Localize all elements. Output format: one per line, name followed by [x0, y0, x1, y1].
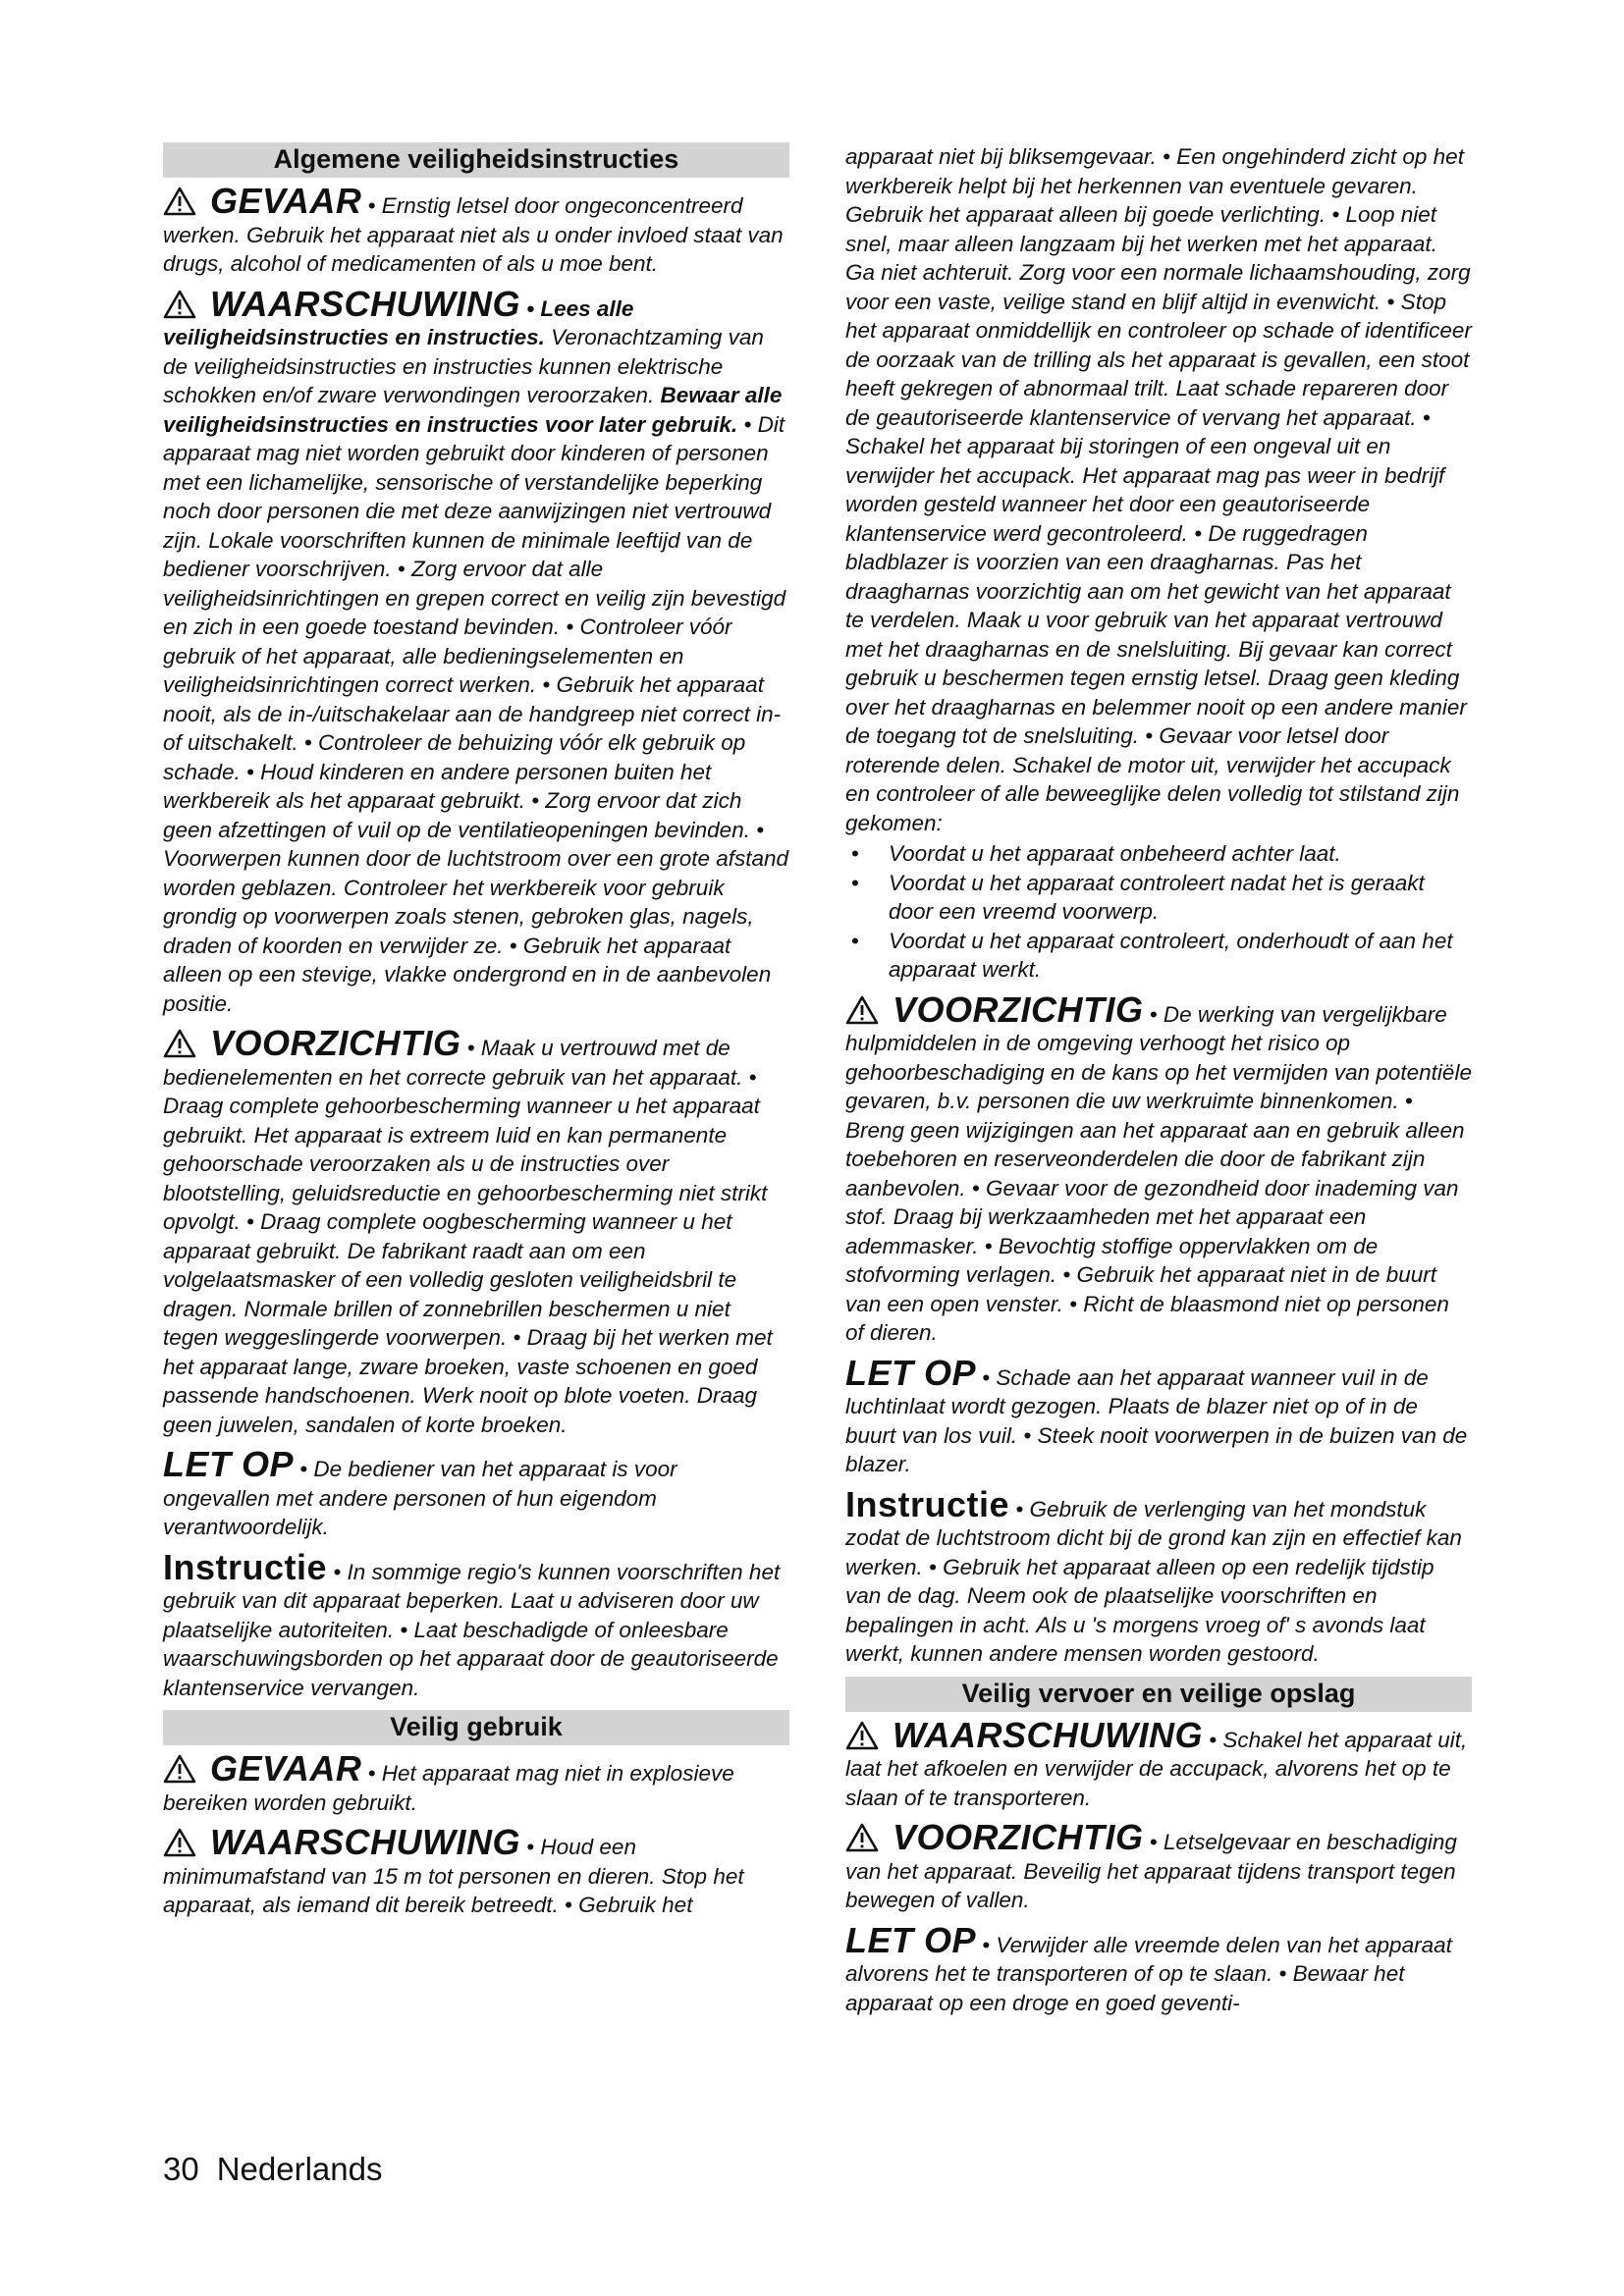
signal-word: VOORZICHTIG	[893, 1817, 1144, 1857]
bullet-list	[845, 839, 1472, 985]
let-op-block	[163, 1444, 789, 1542]
section-heading-transport-storage: Veilig vervoer en veilige opslag	[845, 1677, 1472, 1712]
paragraph-text: Veronachtzaming van de veiligheidsinstructies en instructies kunnen elektrische schokken en/of zware verwondingen veroorzaken.	[163, 325, 764, 407]
paragraph-text: • Ernstig letsel door ongeconcentreerd werken. Gebruik het apparaat niet als u onder invloed staat van drugs, alcohol of medicamenten of als u moe bent.	[163, 193, 784, 276]
right-column	[845, 142, 1472, 2025]
signal-word: VOORZICHTIG	[210, 1023, 461, 1063]
signal-word: WAARSCHUWING	[210, 1822, 520, 1862]
paragraph-text: • Het apparaat mag niet in explosieve bereiken worden gebruikt.	[163, 1761, 734, 1815]
gevaar-block	[163, 1748, 789, 1817]
warning-triangle-icon	[845, 1721, 879, 1750]
warning-triangle-icon	[845, 995, 879, 1025]
signal-word: GEVAAR	[210, 181, 362, 221]
signal-word: LET OP	[845, 1919, 977, 1960]
warning-triangle-icon	[163, 187, 196, 216]
page-footer	[163, 2150, 383, 2189]
list-item: • Voordat u het apparaat onbeheerd achter laat.	[845, 839, 1472, 869]
voorzichtig-block	[845, 988, 1472, 1348]
paragraph-text: • Schade aan het apparaat wanneer vuil in de luchtinlaat wordt gezogen. Plaats de blazer niet op of in de buurt van los vuil. • Steek nooit voorwerpen in de buizen van de blazer.	[845, 1364, 1468, 1476]
waarschuwing-block	[845, 1714, 1472, 1813]
paragraph-text: • De bediener van het apparaat is voor ongevallen met andere personen of hun eigendom verantwoordelijk.	[163, 1457, 677, 1539]
section-heading-safe-use: Veilig gebruik	[163, 1710, 789, 1745]
page-language: Nederlands	[216, 2151, 383, 2187]
warning-triangle-icon	[163, 290, 196, 319]
paragraph-text: • Dit apparaat mag niet worden gebruikt door kinderen of personen met een lichamelijke, sensorische of verstandelijke beperking noch door personen die met deze aanwijzingen niet vertrouwd zijn. Lokale voorschriften kunnen de minimale leeftijd van de bediener voorschrijven. • Zorg ervoor dat alle veiligheidsinrichtingen en grepen correct en veilig zijn bevestigd en zich in een goede toestand bevinden. • Controleer vóór gebruik of het apparaat, alle bedieningselementen en veiligheidsinrichtingen correct werken. • Gebruik het apparaat nooit, als de in-/uitschakelaar aan de handgreep niet correct in- of uitschakelt. • Controleer de behuizing vóór elk gebruik op schade. • Houd kinderen en andere personen buiten het werkbereik als het apparaat gebruikt. • Zorg ervoor dat zich geen afzettingen of vuil op de ventilatieopeningen bevinden. • Voorwerpen kunnen door de luchtstroom over een grote afstand worden geblazen. Controleer het werkbereik voor gebruik grondig op voorwerpen zoals stenen, gebroken glas, nagels, draden of koorden en verwijder ze. • Gebruik het apparaat alleen op een stevige, vlakke ondergrond en in de aanbevolen positie.	[163, 411, 789, 1016]
signal-word: LET OP	[845, 1352, 977, 1393]
list-item: • Voordat u het apparaat controleert nadat het is geraakt door een vreemd voorwerp.	[845, 869, 1472, 927]
gevaar-block	[163, 181, 789, 279]
list-item: • Voordat u het apparaat controleert, onderhoudt of aan het apparaat werkt.	[845, 927, 1472, 985]
warning-triangle-icon	[845, 1823, 879, 1852]
signal-word: GEVAAR	[210, 1748, 362, 1789]
paragraph-text: • De werking van vergelijkbare hulpmiddelen in de omgeving verhoogt het risico op gehoorbeschadiging en de kans op het vermijden van potentiële gevaren, b.v. personen die uw werkruimte binnenkomen. • Breng geen wijzigingen aan het apparaat aan en gebruik alleen toebehoren en reserveonderdelen die door de fabrikant zijn aanbevolen. • Gevaar voor de gezondheid door inademing van stof. Draag bij werkzaamheden met het apparaat een ademmasker. • Bevochtig stoffige oppervlakken om de stofvorming verlagen. • Gebruik het apparaat niet in de buurt van een open venster. • Richt de blaasmond niet op personen of dieren.	[845, 1001, 1472, 1345]
voorzichtig-block	[845, 1817, 1472, 1915]
paragraph-text: • Houd een minimumafstand van 15 m tot personen en dieren. Stop het apparaat, als iemand dit bereik betreedt. • Gebruik het	[163, 1835, 744, 1917]
signal-word: WAARSCHUWING	[210, 283, 520, 324]
signal-word: VOORZICHTIG	[893, 988, 1144, 1030]
page-number: 30	[163, 2151, 199, 2187]
let-op-block	[845, 1352, 1472, 1479]
let-op-block	[845, 1919, 1472, 2018]
warning-triangle-icon	[163, 1029, 196, 1058]
signal-word: WAARSCHUWING	[893, 1714, 1203, 1755]
section-heading-general-safety: Algemene veiligheidsinstructies	[163, 142, 789, 178]
paragraph-text: • Gebruik de verlenging van het mondstuk zodat de luchtstroom dicht bij de grond kan zijn en effectief kan werken. • Gebruik het apparaat alleen op een redelijk tijdstip van de dag. Neem ook de plaatselijke voorschriften en bepalingen in acht. Als u 's morgens vroeg of' s avonds laat werkt, kunnen andere mensen worden gestoord.	[845, 1496, 1462, 1666]
paragraph-text: • Letselgevaar en beschadiging van het apparaat. Beveilig het apparaat tijdens transport tegen bewegen of vallen.	[845, 1830, 1457, 1912]
continued-paragraph: apparaat niet bij bliksemgevaar. • Een ongehinderd zicht op het werkbereik helpt bij het herkennen van eventuele gevaren. Gebruik het apparaat alleen bij goede verlichting. • Loop niet snel, maar alleen langzaam bij het werken met het apparaat. Ga niet achteruit. Zorg voor een normale lichaamshouding, zorg voor een vaste, veilige stand en blijf altijd in evenwicht. • Stop het apparaat onmiddellijk en controleer op schade of identificeer de oorzaak van de trilling als het apparaat is gevallen, een stoot heeft gekregen of abnormaal trilt. Laat schade repareren door de geautoriseerde klantenservice of vervang het apparaat. • Schakel het apparaat bij storingen of een ongeval uit en verwijder het accupack. Het apparaat mag pas weer in bedrijf worden gesteld wanneer het door een geautoriseerde klantenservice werd gecontroleerd. • De ruggedragen bladblazer is voorzien van een draagharnas. Pas het draagharnas voorzichtig aan om het gewicht van het apparaat te verdelen. Maak u voor gebruik van het apparaat vertrouwd met het draagharnas en de snelsluiting. Bij gevaar kan correct gebruik u beschermen tegen ernstig letsel. Draag geen kleding over het draagharnas en belemmer nooit op een andere manier de toegang tot de snelsluiting. • Gevaar voor letsel door roterende delen. Schakel de motor uit, verwijder het accupack en controleer of alle beweeglijke delen volledig tot stilstand zijn gekomen:	[845, 144, 1472, 835]
paragraph-text: • In sommige regio's kunnen voorschriften het gebruik van dit apparaat beperken. Laat u adviseren door uw plaatselijke autoriteiten. • Laat beschadigde of onleesbare waarschuwingsborden op het apparaat door de geautoriseerde klantenservice vervangen.	[163, 1559, 781, 1700]
bold-instruction: • Lees alle veiligheidsinstructies en instructies.	[163, 295, 634, 349]
signal-word: Instructie	[845, 1483, 1010, 1524]
voorzichtig-block	[163, 1023, 789, 1439]
signal-word: LET OP	[163, 1444, 295, 1484]
paragraph-text: • Schakel het apparaat uit, laat het afkoelen en verwijder de accupack, alvorens het op te slaan of te transporteren.	[845, 1727, 1468, 1810]
instructie-block	[163, 1546, 789, 1703]
signal-word: Instructie	[163, 1546, 328, 1587]
waarschuwing-block	[163, 283, 789, 1019]
warning-triangle-icon	[163, 1754, 196, 1784]
paragraph-text: • Maak u vertrouwd met de bedienelementen en het correcte gebruik van het apparaat. • Draag complete gehoorbescherming wanneer u het apparaat gebruikt. Het apparaat is extreem luid en kan permanente gehoorschade veroorzaken als u de instructies over blootstelling, geluidsreductie en gehoorbescherming niet strikt opvolgt. • Draag complete oogbescherming wanneer u het apparaat gebruikt. De fabrikant raadt aan om een volgelaatsmasker of een volledig gesloten veiligheidsbril te dragen. Normale brillen of zonnebrillen beschermen u niet tegen weggeslingerde voorwerpen. • Draag bij het werken met het apparaat lange, zware broeken, vaste schoenen en goed passende handschoenen. Werk nooit op blote voeten. Draag geen juwelen, sandalen of korte broeken.	[163, 1036, 773, 1437]
paragraph-text: • Verwijder alle vreemde delen van het apparaat alvorens het te transporteren of op te slaan. • Bewaar het apparaat op een droge en goed geventi-	[845, 1932, 1452, 2015]
warning-triangle-icon	[163, 1828, 196, 1857]
waarschuwing-block	[163, 1822, 789, 1920]
instructie-block	[845, 1483, 1472, 1669]
bold-instruction: Bewaar alle veiligheidsinstructies en instructies voor later gebruik.	[163, 383, 783, 437]
left-column	[163, 142, 789, 1928]
